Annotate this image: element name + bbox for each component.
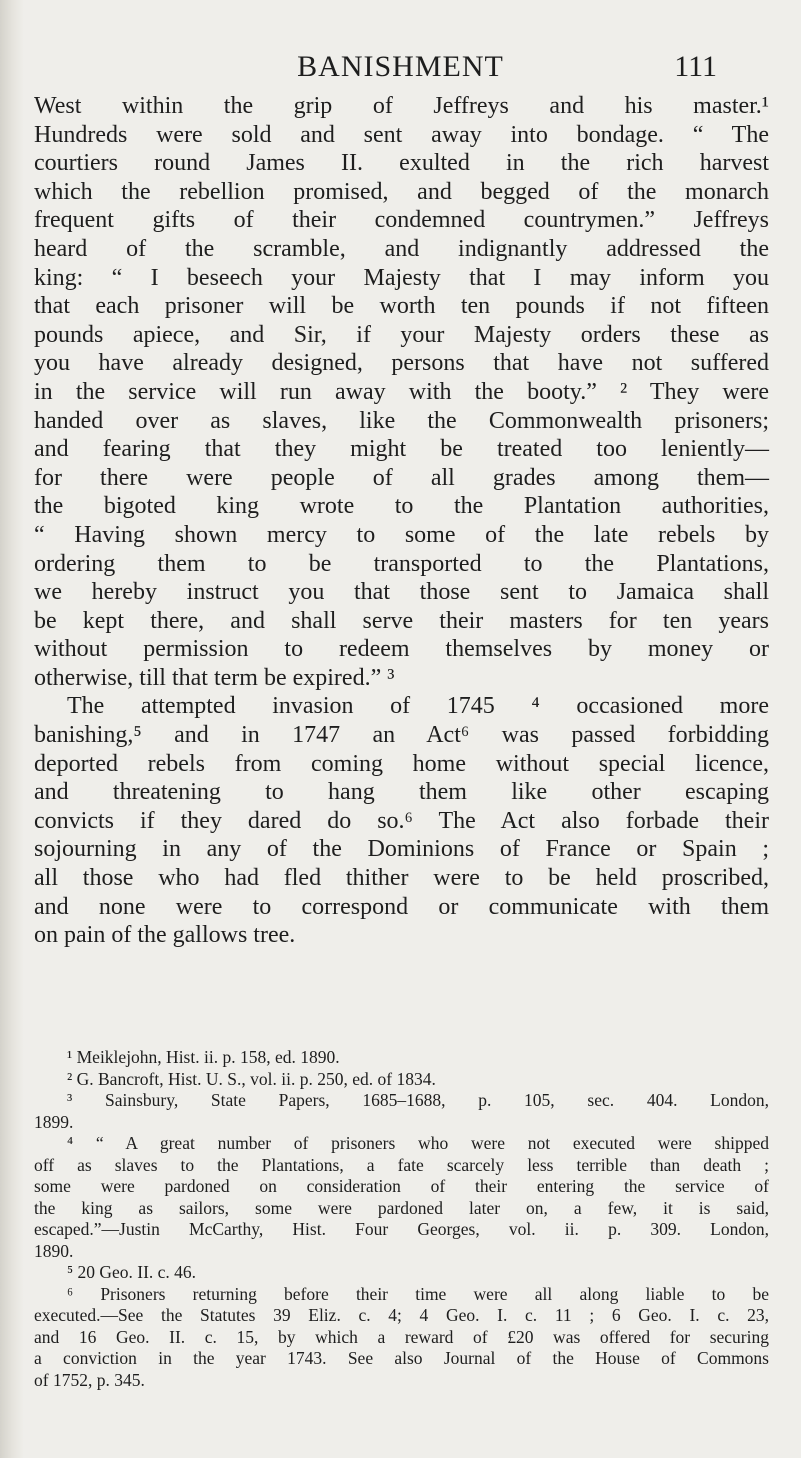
footnote-line: and 16 Geo. II. c. 15, by which a reward of £20 was offered for securing [34,1326,769,1347]
footnotes [34,1047,769,1391]
body-line: ordering them to be transported to the Plantations, [34,550,769,577]
body-line: that each prisoner will be worth ten pounds if not fifteen [34,293,769,320]
page-header [0,50,801,90]
footnote-line: ³ Sainsbury, State Papers, 1685–1688, p. 105, sec. 404. London, [67,1090,769,1110]
running-head: BANISHMENT [297,50,504,83]
footnote-line: ⁵ 20 Geo. II. c. 46. [67,1262,197,1282]
body-line: West within the grip of Jeffreys and his master.¹ [34,93,769,119]
footnote-line: ⁴ “ A great number of prisoners who were not executed were shipped [67,1133,769,1153]
body-line: pounds apiece, and Sir, if your Majesty orders these as [34,321,769,348]
body-line: banishing,⁵ and in 1747 an Act⁶ was passed forbidding [34,722,769,749]
body-line: heard of the scramble, and indignantly addressed the [34,235,769,262]
footnote-line: escaped.”—Justin McCarthy, Hist. Four Georges, vol. ii. p. 309. London, [34,1219,769,1239]
body-line: and threatening to hang them like other escaping [34,779,769,806]
footnote-line: of 1752, p. 345. [34,1369,145,1390]
body-line: Hundreds were sold and sent away into bondage. “ The [34,121,769,148]
footnote-line: a conviction in the year 1743. See also Journal of the House of Commons [34,1348,769,1368]
body-line: you have already designed, persons that have not suffered [34,350,769,377]
body-line: and none were to correspond or communicate with them [34,893,769,920]
footnote-line: 1890. [34,1240,74,1261]
body-line: in the service will run away with the booty.” ² They were [34,378,769,405]
footnote-line: the king as sailors, some were pardoned later on, a few, it is said, [34,1197,769,1218]
footnote-line: executed.—See the Statutes 39 Eliz. c. 4; 4 Geo. I. c. 11 ; 6 Geo. I. c. 23, [34,1305,769,1325]
body-text [34,92,769,950]
body-line: deported rebels from coming home without special licence, [34,750,769,777]
body-line: for there were people of all grades among them— [34,464,769,491]
body-line: and fearing that they might be treated too leniently— [34,436,769,463]
body-line: the bigoted king wrote to the Plantation authorities, [34,493,769,520]
footnote-line: ¹ Meiklejohn, Hist. ii. p. 158, ed. 1890. [67,1047,340,1067]
body-line: “ Having shown mercy to some of the late rebels by [34,521,769,548]
footnote-line: ² G. Bancroft, Hist. U. S., vol. ii. p. 250, ed. of 1834. [67,1068,436,1089]
body-line: handed over as slaves, like the Commonwealth prisoners; [34,407,769,434]
page-number: 111 [674,50,717,83]
body-line: courtiers round James II. exulted in the rich harvest [34,150,769,177]
body-line: which the rebellion promised, and begged of the monarch [34,178,769,205]
body-line: we hereby instruct you that those sent to Jamaica shall [34,579,769,606]
body-line: convicts if they dared do so.⁶ The Act also forbade their [34,807,769,834]
footnote-line: off as slaves to the Plantations, a fate scarcely less terrible than death ; [34,1154,769,1175]
body-line: otherwise, till that term be expired.” ³ [34,664,395,691]
body-line: all those who had fled thither were to be held proscribed, [34,865,769,892]
footnote-line: ⁶ Prisoners returning before their time were all along liable to be [67,1283,769,1304]
body-line: on pain of the gallows tree. [34,922,296,949]
footnote-line: 1899. [34,1111,74,1132]
body-line: king: “ I beseech your Majesty that I may inform you [34,264,769,291]
body-line: sojourning in any of the Dominions of France or Spain ; [34,836,769,863]
body-line: be kept there, and shall serve their masters for ten years [34,607,769,634]
page-gutter-shadow [0,0,24,1458]
footnote-line: some were pardoned on consideration of their entering the service of [34,1176,769,1196]
body-line: The attempted invasion of 1745 ⁴ occasioned more [67,693,769,720]
body-line: without permission to redeem themselves by money or [34,636,769,663]
body-line: frequent gifts of their condemned countrymen.” Jeffreys [34,207,769,234]
